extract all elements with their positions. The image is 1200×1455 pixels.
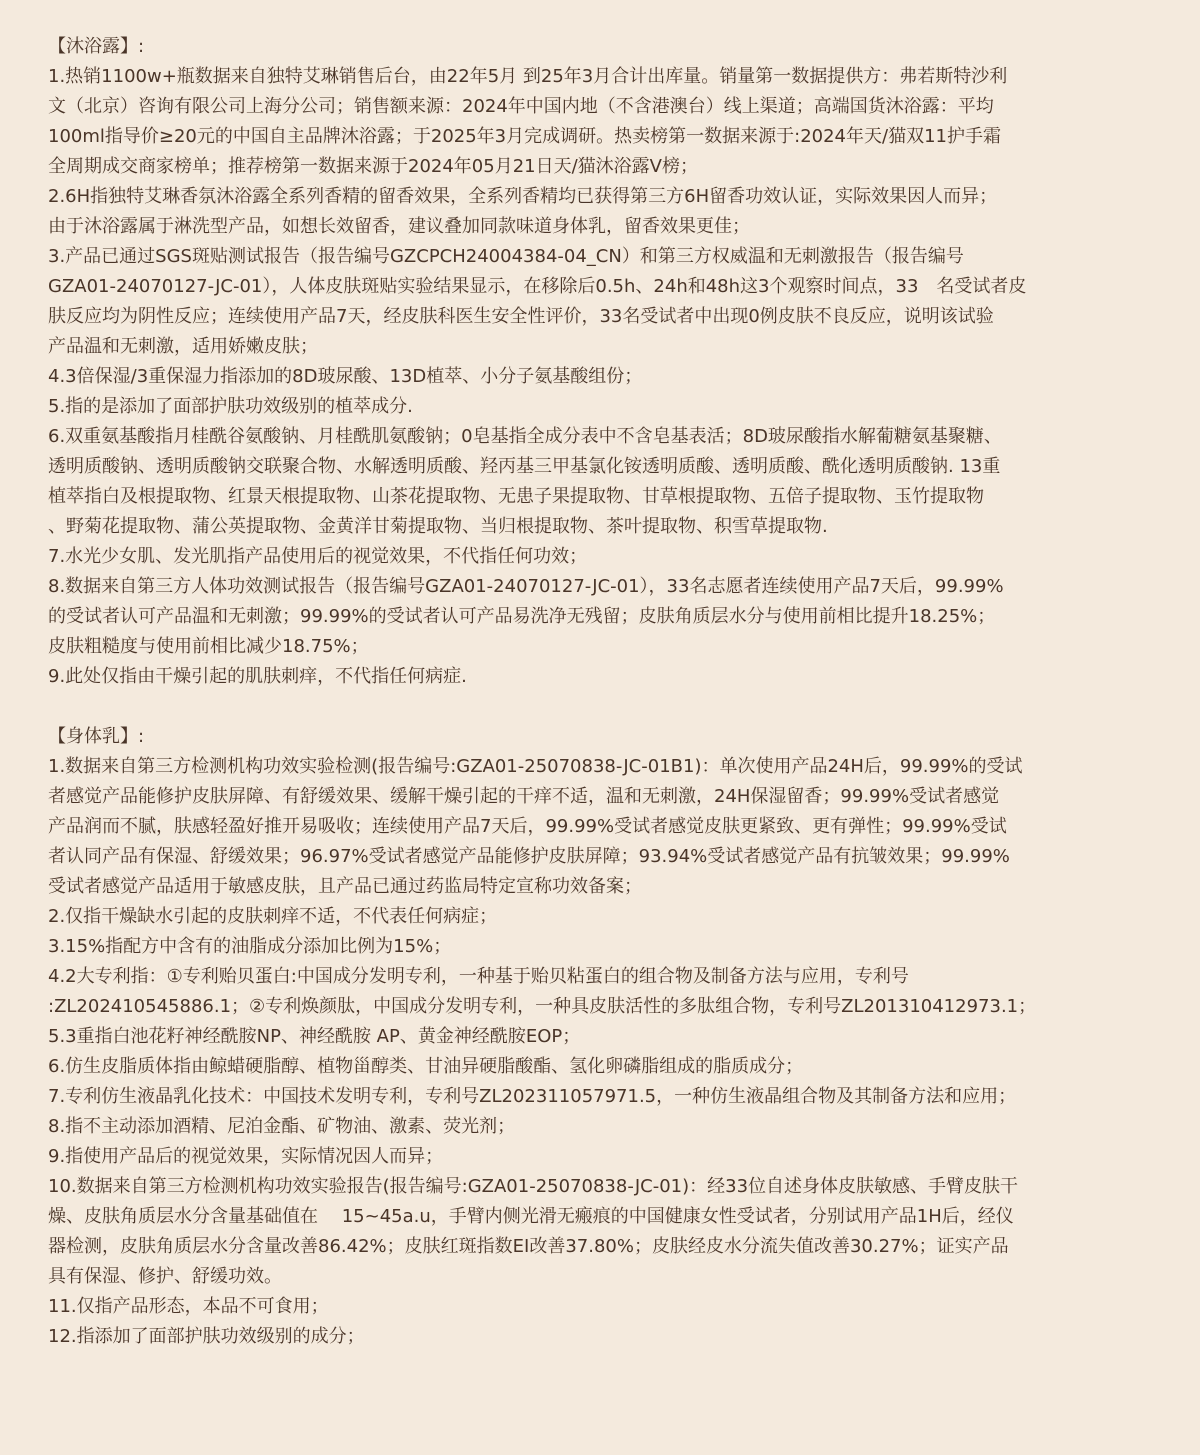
text-line: 器检测，皮肤角质层水分含量改善86.42%；皮肤红斑指数EI改善37.80%；皮肤经皮水分流失值改善30.27%；证实产品 [48,1236,1009,1257]
text-line: 肤反应均为阴性反应；连续使用产品7天，经皮肤科医生安全性评价，33名受试者中出现0例皮肤不良反应，说明该试验 [48,306,994,327]
text-line: 产品温和无刺激，适用娇嫩皮肤； [48,336,318,357]
text-line: 12.指添加了面部护肤功效级别的成分； [48,1326,365,1347]
text-line: 6.双重氨基酸指月桂酰谷氨酸钠、月桂酰肌氨酸钠；0皂基指全成分表中不含皂基表活；8D玻尿酸指水解葡糖氨基聚糖、 [48,426,1002,447]
text-line: 的受试者认可产品温和无刺激；99.99%的受试者认可产品易洗净无残留；皮肤角质层水分与使用前相比提升18.25%； [48,606,996,627]
text-line: 2.仅指干燥缺水引起的皮肤刺痒不适，不代表任何病症； [48,906,498,927]
text-line: 7.水光少女肌、发光肌指产品使用后的视觉效果，不代指任何功效； [48,546,588,567]
section-title-body-lotion: 【身体乳】: [48,726,145,747]
text-line: 6.仿生皮脂质体指由鲸蜡硬脂醇、植物甾醇类、甘油异硬脂酸酯、氢化卵磷脂组成的脂质成分； [48,1056,804,1077]
text-line: 具有保湿、修护、舒缓功效。 [48,1266,282,1287]
text-line: 1.热销1100w+瓶数据来自独特艾琳销售后台，由22年5月 到25年3月合计出库量。销量第一数据提供方：弗若斯特沙利 [48,66,1008,87]
text-line: :ZL202410545886.1；②专利焕颜肽，中国成分发明专利，一种具皮肤活性的多肽组合物，专利号ZL201310412973.1； [48,996,1037,1017]
section-title-shower-gel: 【沐浴露】: [48,36,145,57]
text-line: 8.数据来自第三方人体功效测试报告（报告编号GZA01-24070127-JC-01），33名志愿者连续使用产品7天后，99.99% [48,576,1004,597]
text-line: 9.此处仅指由干燥引起的肌肤刺痒，不代指任何病症. [48,666,467,687]
text-line: 燥、皮肤角质层水分含量基础值在 15~45a.u，手臂内侧光滑无瘢痕的中国健康女性受试者，分别试用产品1H后，经仪 [48,1206,1014,1227]
text-line: 9.指使用产品后的视觉效果，实际情况因人而异； [48,1146,444,1167]
text-line: 11.仅指产品形态，本品不可食用； [48,1296,329,1317]
text-line: 由于沐浴露属于淋洗型产品，如想长效留香，建议叠加同款味道身体乳，留香效果更佳； [48,216,750,237]
text-line: 者认同产品有保湿、舒缓效果；96.97%受试者感觉产品能修护皮肤屏障；93.94%受试者感觉产品有抗皱效果；99.99% [48,846,1010,867]
text-line: 5.3重指白池花籽神经酰胺NP、神经酰胺 AP、黄金神经酰胺EOP； [48,1026,581,1047]
text-line: 文（北京）咨询有限公司上海分公司；销售额来源：2024年中国内地（不含港澳台）线上渠道；高端国货沐浴露：平均 [48,96,994,117]
text-line: 2.6H指独特艾琳香氛沐浴露全系列香精的留香效果，全系列香精均已获得第三方6H留香功效认证，实际效果因人而异； [48,186,998,207]
text-line: 3.15%指配方中含有的油脂成分添加比例为15%； [48,936,452,957]
text-line: 100ml指导价≥20元的中国自主品牌沐浴露；于2025年3月完成调研。热卖榜第一数据来源于:2024年天/猫双11护手霜 [48,126,1001,147]
text-line: 8.指不主动添加酒精、尼泊金酯、矿物油、激素、荧光剂； [48,1116,516,1137]
text-line: 皮肤粗糙度与使用前相比减少18.75%； [48,636,369,657]
text-line: GZA01-24070127-JC-01），人体皮肤斑贴实验结果显示，在移除后0.5h、24h和48h这3个观察时间点，33 名受试者皮 [48,276,1027,297]
text-line: 1.数据来自第三方检测机构功效实验检测(报告编号:GZA01-25070838-JC-01B1)：单次使用产品24H后，99.99%的受试 [48,756,1023,777]
text-line: 植萃指白及根提取物、红景天根提取物、山茶花提取物、无患子果提取物、甘草根提取物、五倍子提取物、玉竹提取物 [48,486,984,507]
text-line: 全周期成交商家榜单；推荐榜第一数据来源于2024年05月21日天/猫沐浴露V榜； [48,156,698,177]
text-line: 4.2大专利指：①专利贻贝蛋白:中国成分发明专利，一种基于贻贝粘蛋白的组合物及制备方法与应用，专利号 [48,966,909,987]
text-line: 、野菊花提取物、蒲公英提取物、金黄洋甘菊提取物、当归根提取物、茶叶提取物、积雪草提取物. [48,516,828,537]
section-spacer [48,692,1152,722]
text-line: 3.产品已通过SGS斑贴测试报告（报告编号GZCPCH24004384-04_CN）和第三方权威温和无刺激报告（报告编号 [48,246,964,267]
text-line: 透明质酸钠、透明质酸钠交联聚合物、水解透明质酸、羟丙基三甲基氯化铵透明质酸、透明质酸、酰化透明质酸钠. 13重 [48,456,1001,477]
text-line: 10.数据来自第三方检测机构功效实验报告(报告编号:GZA01-25070838-JC-01)：经33位自述身体皮肤敏感、手臂皮肤干 [48,1176,1019,1197]
text-line: 7.专利仿生液晶乳化技术：中国技术发明专利，专利号ZL202311057971.5，一种仿生液晶组合物及其制备方法和应用； [48,1086,1017,1107]
text-line: 者感觉产品能修护皮肤屏障、有舒缓效果、缓解干燥引起的干痒不适，温和无刺激，24H保湿留香；99.99%受试者感觉 [48,786,1000,807]
text-line: 4.3倍保湿/3重保湿力指添加的8D玻尿酸、13D植萃、小分子氨基酸组份； [48,366,643,387]
text-line: 5.指的是添加了面部护肤功效级别的植萃成分. [48,396,413,417]
shower-gel-section [48,32,1152,692]
text-line: 产品润而不腻，肤感轻盈好推开易吸收；连续使用产品7天后，99.99%受试者感觉皮肤更紧致、更有弹性；99.99%受试 [48,816,1007,837]
body-lotion-section [48,722,1152,1352]
text-line: 受试者感觉产品适用于敏感皮肤，且产品已通过药监局特定宣称功效备案； [48,876,642,897]
